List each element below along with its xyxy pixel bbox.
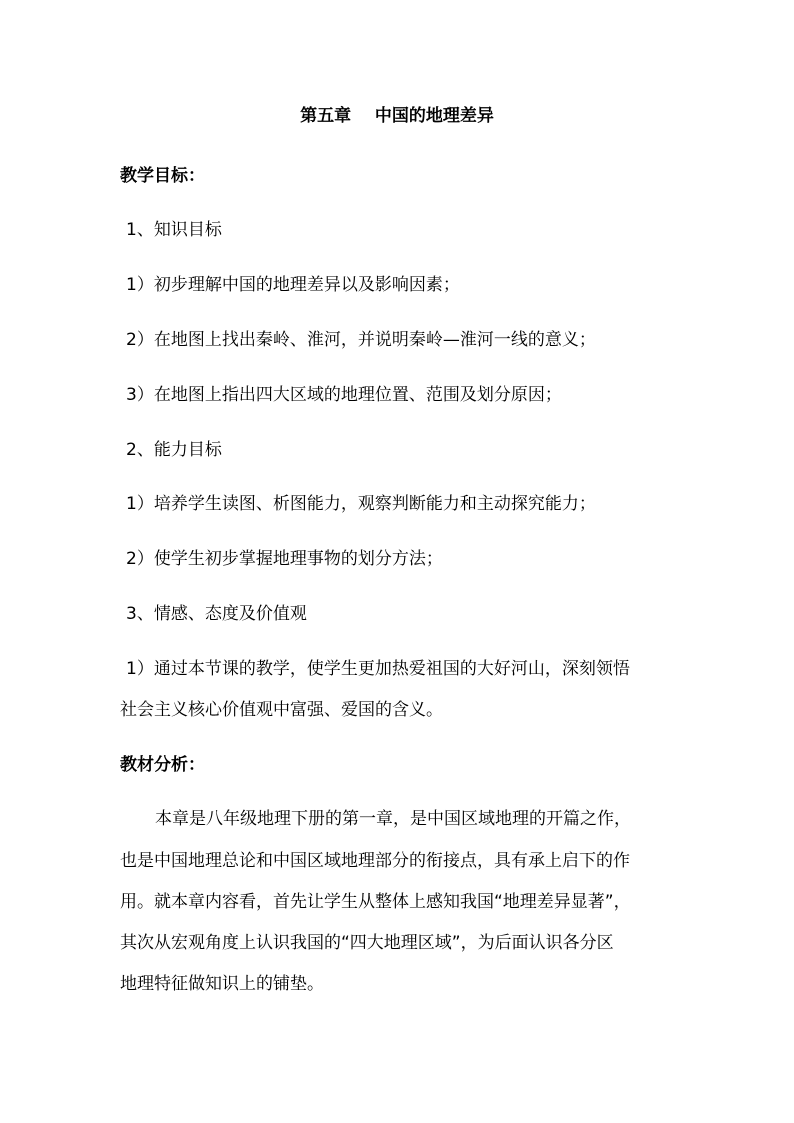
section-heading-material-analysis: 教材分析： (120, 755, 205, 775)
goal-ability-heading: 2、能力目标 (126, 440, 222, 460)
material-analysis-line-3: 用。就本章内容看，首先让学生从整体上感知我国“地理差异显著”， (120, 892, 631, 912)
goal-attitude-item-1: 1）通过本节课的教学，使学生更加热爱祖国的大好河山，深刻领悟 (126, 659, 630, 679)
goal-knowledge-heading: 1、知识目标 (126, 220, 222, 240)
material-analysis-line-4: 其次从宏观角度上认识我国的“四大地理区域”，为后面认识各分区 (120, 933, 614, 953)
goal-knowledge-item-1: 1）初步理解中国的地理差异以及影响因素； (126, 275, 460, 295)
goal-ability-item-2: 2）使学生初步掌握地理事物的划分方法； (126, 549, 443, 569)
goal-attitude-heading: 3、情感、态度及价值观 (126, 604, 307, 624)
material-analysis-line-2: 也是中国地理总论和中国区域地理部分的衔接点，具有承上启下的作 (120, 851, 630, 871)
goal-knowledge-item-3: 3）在地图上指出四大区域的地理位置、范围及划分原因； (126, 385, 562, 405)
goal-ability-item-1: 1）培养学生读图、析图能力，观察判断能力和主动探究能力； (126, 494, 596, 514)
material-analysis-line-1: 本章是八年级地理下册的第一章，是中国区域地理的开篇之作， (155, 809, 631, 829)
material-analysis-line-5: 地理特征做知识上的铺垫。 (120, 974, 324, 994)
goal-attitude-item-1-continued: 社会主义核心价值观中富强、爱国的含义。 (120, 700, 443, 720)
goal-knowledge-item-2: 2）在地图上找出秦岭、淮河，并说明秦岭—淮河一线的意义； (126, 330, 596, 350)
page-title: 第五章 中国的地理差异 (300, 106, 494, 126)
section-heading-teaching-goals: 教学目标： (120, 166, 205, 186)
